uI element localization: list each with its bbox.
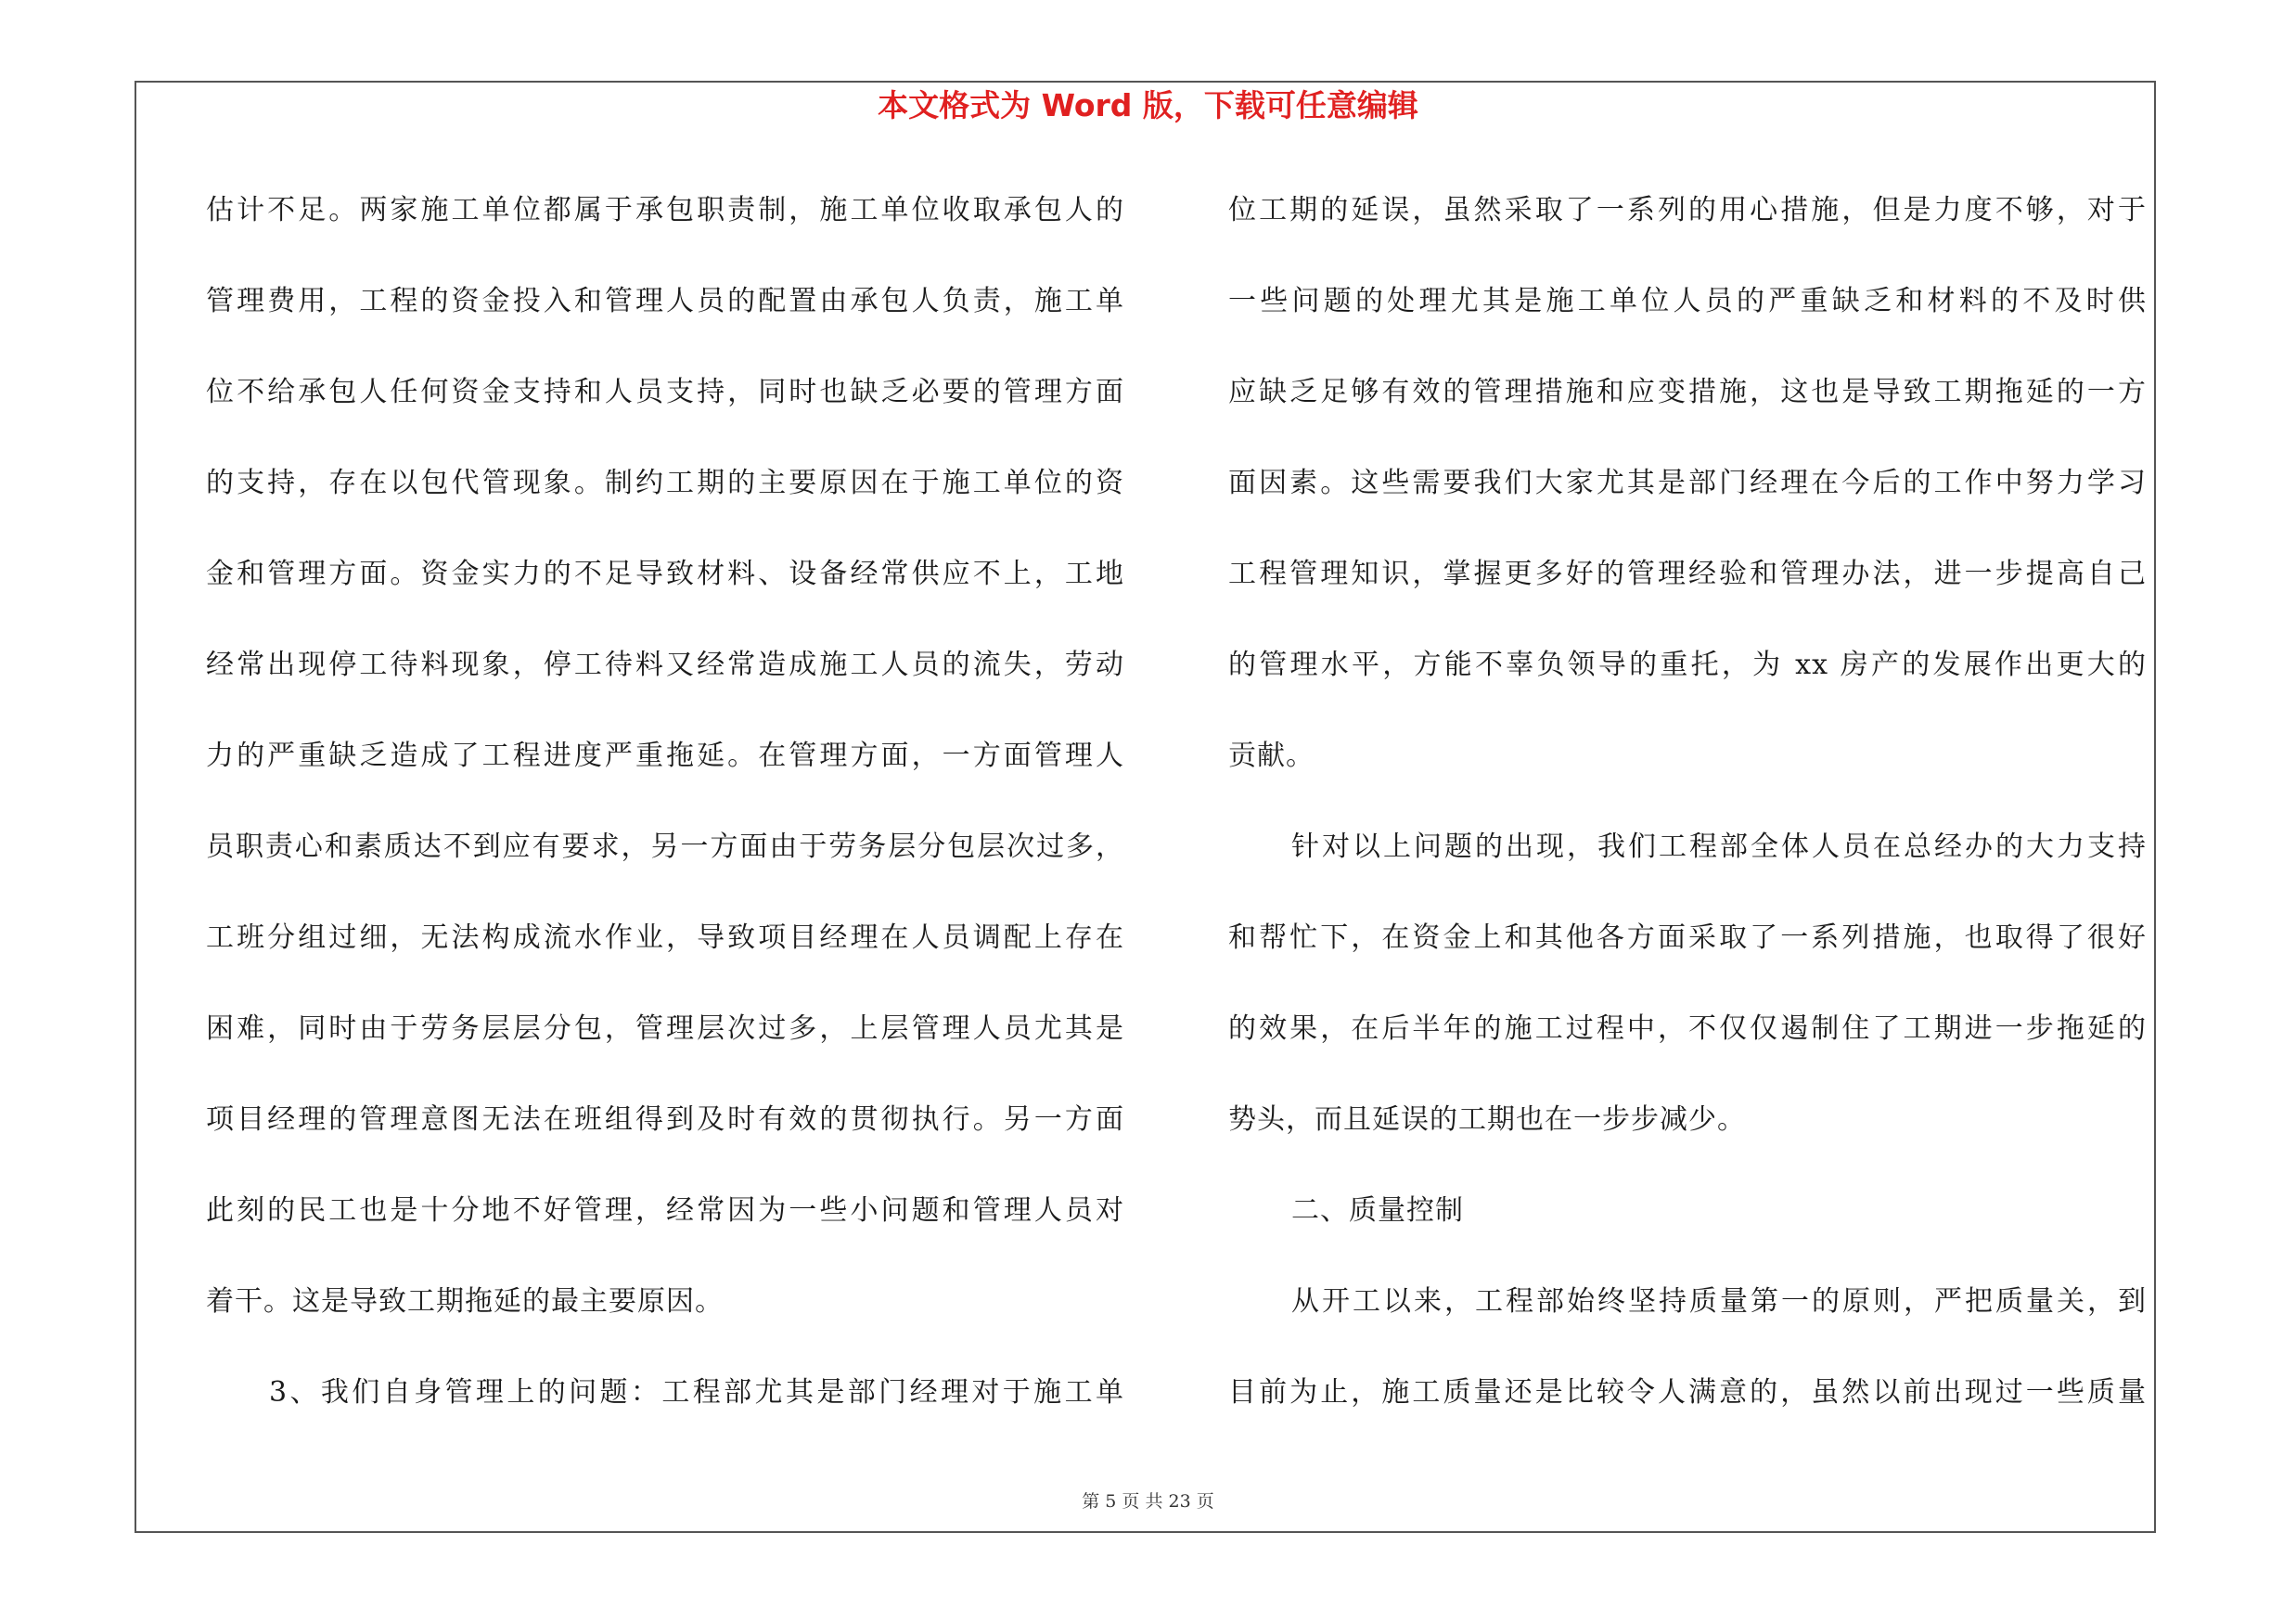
text-line: 和帮忙下，在资金上和其他各方面采取了一系列措施，也取得了很好 [1228, 921, 2147, 954]
text-line: 一些问题的处理尤其是施工单位人员的严重缺乏和材料的不及时供 [1228, 285, 2147, 317]
text-line: 二、质量控制 [1291, 1194, 1464, 1227]
left-text-column [206, 184, 1124, 1457]
text-line: 面因素。这些需要我们大家尤其是部门经理在今后的工作中努力学习 [1228, 467, 2147, 499]
text-line: 应缺乏足够有效的管理措施和应变措施，这也是导致工期拖延的一方 [1228, 376, 2147, 408]
text-line: 估计不足。两家施工单位都属于承包职责制，施工单位收取承包人的 [206, 194, 1124, 226]
text-line: 目前为止，施工质量还是比较令人满意的，虽然以前出现过一些质量 [1228, 1376, 2147, 1409]
text-line: 工班分组过细，无法构成流水作业，导致项目经理在人员调配上存在 [206, 921, 1124, 954]
text-line: 从开工以来，工程部始终坚持质量第一的原则，严把质量关，到 [1291, 1285, 2147, 1318]
text-line: 力的严重缺乏造成了工程进度严重拖延。在管理方面，一方面管理人 [206, 740, 1124, 772]
text-line: 金和管理方面。资金实力的不足导致材料、设备经常供应不上，工地 [206, 558, 1124, 590]
text-line: 3、我们自身管理上的问题：工程部尤其是部门经理对于施工单 [269, 1376, 1124, 1409]
text-line: 针对以上问题的出现，我们工程部全体人员在总经办的大力支持 [1291, 831, 2147, 863]
right-text-column [1228, 184, 2147, 1457]
text-line: 位不给承包人任何资金支持和人员支持，同时也缺乏必要的管理方面 [206, 376, 1124, 408]
text-line: 的支持，存在以包代管现象。制约工期的主要原因在于施工单位的资 [206, 467, 1124, 499]
page-number-footer: 第 5 页 共 23 页 [1082, 1491, 1214, 1512]
editable-notice-banner: 本文格式为 Word 版，下载可任意编辑 [878, 87, 1418, 123]
text-line: 项目经理的管理意图无法在班组得到及时有效的贯彻执行。另一方面 [206, 1103, 1124, 1136]
text-line: 管理费用，工程的资金投入和管理人员的配置由承包人负责，施工单 [206, 285, 1124, 317]
text-line: 工程管理知识，掌握更多好的管理经验和管理办法，进一步提高自己 [1228, 558, 2147, 590]
text-line: 此刻的民工也是十分地不好管理，经常因为一些小问题和管理人员对 [206, 1194, 1124, 1227]
text-line: 困难，同时由于劳务层层分包，管理层次过多，上层管理人员尤其是 [206, 1012, 1124, 1045]
text-line: 位工期的延误，虽然采取了一系列的用心措施，但是力度不够，对于 [1228, 194, 2147, 226]
text-line: 贡献。 [1228, 740, 1315, 772]
text-line: 势头，而且延误的工期也在一步步减少。 [1228, 1103, 1746, 1136]
text-line: 员职责心和素质达不到应有要求，另一方面由于劳务层分包层次过多， [206, 831, 1124, 863]
text-line: 着干。这是导致工期拖延的最主要原因。 [206, 1285, 724, 1318]
text-line: 经常出现停工待料现象，停工待料又经常造成施工人员的流失，劳动 [206, 649, 1124, 681]
text-line: 的效果，在后半年的施工过程中，不仅仅遏制住了工期进一步拖延的 [1228, 1012, 2147, 1045]
text-line: 的管理水平，方能不辜负领导的重托，为 xx 房产的发展作出更大的 [1228, 649, 2147, 681]
